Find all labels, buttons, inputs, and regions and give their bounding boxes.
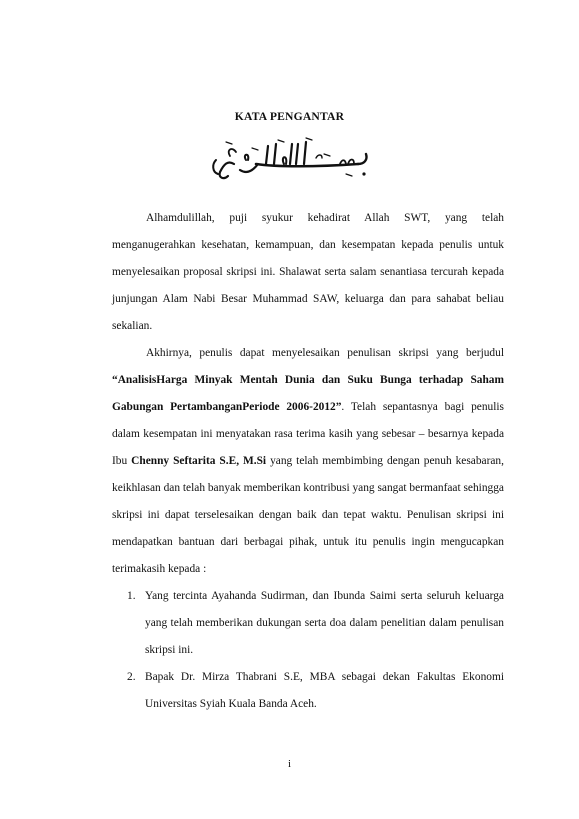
- list-item-number: 1.: [127, 590, 136, 602]
- paragraph-text: yang telah membimbing dengan penuh kesabaran, keikhlasan dan telah banyak memberikan kontribusi yang sangat bermanfaat sehingga skripsi ini dapat terselesaikan dengan baik dan tepat waktu. Penulisan skripsi ini mendapatkan bantuan dari berbagai pihak, untuk itu penulis ingin mengucapkan terimakasih kepada :: [112, 455, 504, 575]
- paragraph-text: . Telah sepantasnya bagi penulis dalam kesempatan ini menyatakan rasa terima kasih yang sebesar – besarnya kepada Ibu: [112, 401, 504, 467]
- page-number: i: [287, 758, 292, 770]
- list-item-text: Bapak Dr. Mirza Thabrani S.E, MBA sebagai dekan Fakultas Ekonomi Universitas Syiah Kuala Banda Aceh.: [145, 671, 504, 710]
- list-item-number: 2.: [127, 671, 136, 683]
- list-item: [112, 583, 504, 664]
- paragraph-acknowledgement: [112, 340, 504, 583]
- page-title: KATA PENGANTAR: [234, 110, 345, 123]
- list-item: [112, 664, 504, 718]
- basmala-calligraphy-icon: [206, 134, 376, 188]
- list-item-text: Yang tercinta Ayahanda Sudirman, dan Ibunda Saimi serta seluruh keluarga yang telah memberikan dukungan serta doa dalam penelitian dalam penulisan skripsi ini.: [145, 590, 504, 656]
- paragraph-intro: Alhamdulillah, puji syukur kehadirat Allah SWT, yang telah menganugerahkan kesehatan, kemampuan, dan kesempatan kepada penulis untuk menyelesaikan proposal skripsi ini. Shalawat serta salam senantiasa tercurah kepada junjungan Alam Nabi Besar Muhammad SAW, keluarga dan para sahabat beliau sekalian.: [112, 212, 504, 332]
- paragraph-text: Akhirnya, penulis dapat menyelesaikan penulisan skripsi yang berjudul: [146, 347, 504, 359]
- body-text: [112, 205, 504, 718]
- supervisor-name: Chenny Seftarita S.E, M.Si: [131, 455, 267, 467]
- thesis-title: “AnalisisHarga Minyak Mentah Dunia dan Suku Bunga terhadap Saham Gabungan PertambanganPeriode 2006-2012”: [112, 374, 504, 413]
- thanks-list: [112, 583, 504, 718]
